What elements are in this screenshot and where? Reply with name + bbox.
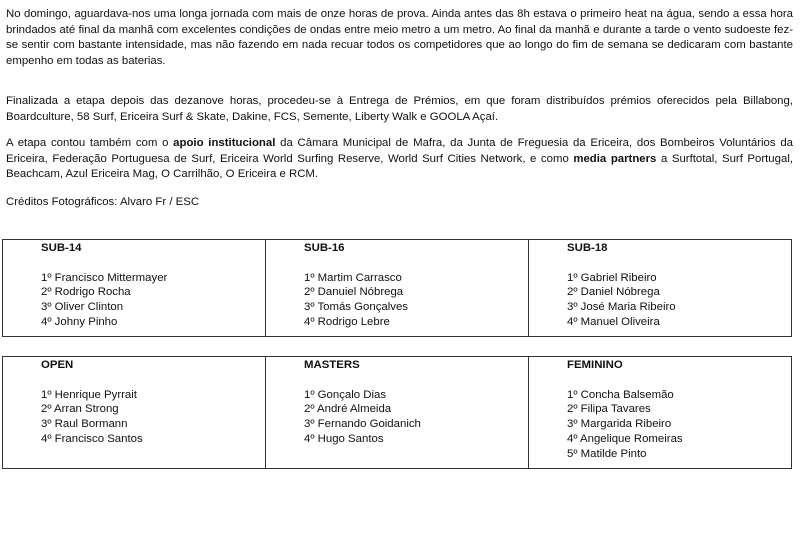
sponsors-text-2: da Câmara Municipal de Mafra, da Junta de Freguesia da Ericeira, dos Bombeiros Voluntários da Ericeira, Federação Portuguesa de Surf, Ericeira World Surfing Reserve, World Surf Cities Network, e como <box>6 137 793 165</box>
results-cell-masters <box>266 357 529 469</box>
category-title: FEMININO <box>567 359 623 371</box>
result-entry: 1º Martim Carrasco <box>304 271 402 284</box>
photo-credits: Créditos Fotográficos: Alvaro Fr / ESC <box>6 196 200 208</box>
result-entry: 3º Oliver Clinton <box>41 301 124 314</box>
result-entry: 1º Henrique Pyrrait <box>41 388 137 401</box>
result-entry: 3º Fernando Goidanich <box>304 418 421 431</box>
result-entry: 4º Francisco Santos <box>41 432 143 445</box>
result-entry: 3º José Maria Ribeiro <box>567 301 676 314</box>
result-entry: 2º André Almeida <box>304 403 392 416</box>
results-cell-sub14 <box>3 240 266 337</box>
results-cell-sub16 <box>266 240 529 337</box>
category-title: MASTERS <box>304 359 360 371</box>
category-title: SUB-16 <box>304 242 345 254</box>
result-entry: 3º Margarida Ribeiro <box>567 418 672 431</box>
result-entry: 2º Arran Strong <box>41 403 119 416</box>
sponsors-text-3: a Surftotal, Surf Portugal, Beachcam, Azul Ericeira Mag, O Carrilhão, O Ericeira e RCM. <box>6 152 794 180</box>
result-entry: 2º Filipa Tavares <box>567 403 651 416</box>
paragraph-sponsors <box>6 136 793 183</box>
result-entry: 5º Matilde Pinto <box>567 447 647 460</box>
category-title: SUB-18 <box>567 242 608 254</box>
results-cell-sub18 <box>529 240 792 337</box>
media-partners-label: media partners <box>573 152 657 165</box>
result-entry: 1º Concha Balsemão <box>567 388 674 401</box>
results-cell-feminino <box>529 357 792 469</box>
result-entry: 3º Raul Bormann <box>41 418 128 431</box>
result-entry: 3º Tomás Gonçalves <box>304 301 408 314</box>
sponsors-text-1: A etapa contou também com o <box>6 137 174 149</box>
paragraph-prize-ceremony: Finalizada a etapa depois das dezanove horas, procedeu-se à Entrega de Prémios, em que foram distribuídos prémios oferecidos pela Billabong, Boardculture, 58 Surf, Ericeira Surf & Skate, Dakine, FCS, Semente, Liberty Walk e GOOLA Açaí. <box>6 95 793 123</box>
category-title: SUB-14 <box>41 242 82 254</box>
category-title: OPEN <box>41 359 74 371</box>
result-entry: 4º Manuel Oliveira <box>567 315 660 328</box>
result-entry: 4º Johny Pinho <box>41 315 118 328</box>
result-entry: 4º Angelique Romeiras <box>567 432 683 445</box>
results-table-youth <box>2 239 792 337</box>
result-entry: 2º Danuiel Nóbrega <box>304 286 404 299</box>
result-entry: 2º Daniel Nóbrega <box>567 286 660 299</box>
result-entry: 1º Francisco Mittermayer <box>41 271 168 284</box>
institutional-support-label: apoio institucional <box>173 137 276 149</box>
result-entry: 4º Hugo Santos <box>304 432 384 445</box>
result-entry: 2º Rodrigo Rocha <box>41 286 131 299</box>
result-entry: 1º Gabriel Ribeiro <box>567 271 657 284</box>
results-table-adult <box>2 356 792 469</box>
paragraph-sunday-recap: No domingo, aguardava-nos uma longa jornada com mais de onze horas de prova. Ainda antes das 8h estava o primeiro heat na água, sendo a essa hora brindados até final da manhã com excelentes condições de ondas entre meio metro a um metro. Ao final da manhã e durante a tarde o vento sudoeste fez-se sentir com bastante intensidade, mas não fazendo em nada recuar todos os competidores que ao longo do fim de semana se dedicaram com bastante empenho em todas as baterias. <box>6 8 793 67</box>
result-entry: 4º Rodrigo Lebre <box>304 315 390 328</box>
result-entry: 1º Gonçalo Dias <box>304 388 387 401</box>
results-cell-open <box>3 357 266 469</box>
